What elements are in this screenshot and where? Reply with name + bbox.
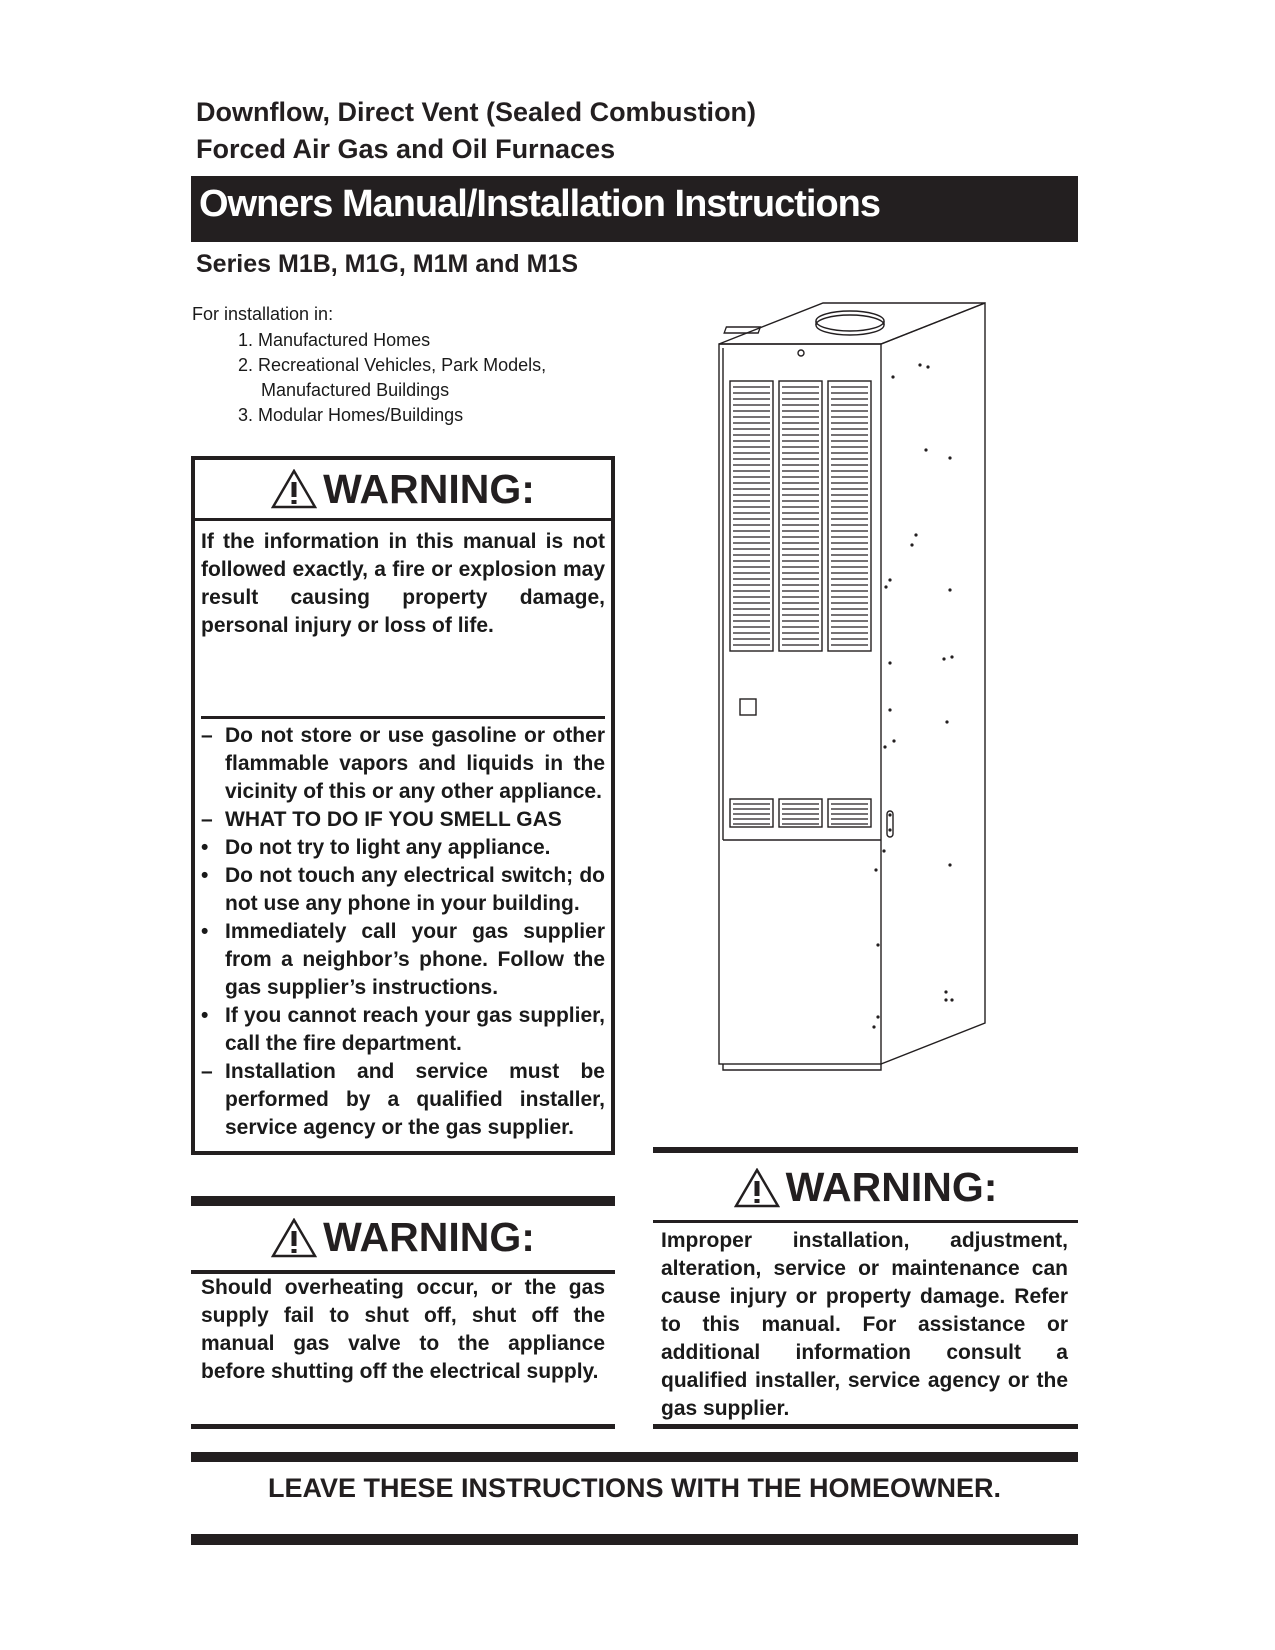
- list-item: 3. Modular Homes/Buildings: [238, 405, 464, 425]
- list-item: [201, 834, 605, 862]
- installation-warning-text: Improper installation, adjustment, alteration, service or maintenance can cause injury or property damage. Refer to this manual. For assistance or additional information consult a qualified installer, service agency or the gas supplier.: [661, 1229, 1068, 1420]
- warning-title: WARNING:: [323, 1214, 535, 1260]
- warning-header: [195, 460, 611, 521]
- list-marker: •: [201, 920, 209, 943]
- document-heading: [196, 94, 756, 168]
- list-item-text: Do not try to light any appliance.: [225, 836, 551, 859]
- footer-bottom-rule: [191, 1534, 1078, 1545]
- overheating-warning-text: Should overheating occur, or the gas supply fail to shut off, shut off the manual gas valve to the appliance before shutting off the electrical supply.: [201, 1276, 605, 1383]
- footer-notice: LEAVE THESE INSTRUCTIONS WITH THE HOMEOWNER.: [267, 1473, 1001, 1503]
- series-subtitle: Series M1B, M1G, M1M and M1S: [196, 250, 579, 278]
- list-marker: –: [201, 808, 213, 831]
- installation-list: [238, 328, 546, 428]
- warning-header: [191, 1210, 615, 1265]
- warning-bottom-rule: [653, 1424, 1078, 1429]
- list-item: [201, 1002, 605, 1058]
- list-item-text: Installation and service must be performed by a qualified installer, service agency or the gas supplier.: [225, 1060, 605, 1139]
- list-item-text: Do not touch any electrical switch; do not use any phone in your building.: [225, 864, 605, 915]
- list-item-text: Immediately call your gas supplier from a neighbor’s phone. Follow the gas supplier’s instructions.: [225, 920, 605, 999]
- warning-triangle-icon: [734, 1168, 780, 1208]
- list-item: [201, 1058, 605, 1142]
- list-marker: –: [201, 724, 213, 747]
- warning-lead-text: If the information in this manual is not followed exactly, a fire or explosion may result causing property damage, personal injury or loss of life.: [201, 530, 605, 637]
- list-item-text: WHAT TO DO IF YOU SMELL GAS: [225, 808, 562, 831]
- installation-intro: For installation in:: [192, 304, 334, 324]
- warning-body: [201, 528, 605, 1139]
- warning-top-rule: [653, 1147, 1078, 1153]
- warning-bottom-rule: [191, 1424, 615, 1429]
- list-item: [201, 806, 605, 834]
- list-item: 1. Manufactured Homes: [238, 330, 431, 350]
- warning-divider: [653, 1220, 1078, 1223]
- list-item: 2. Recreational Vehicles, Park Models,: [238, 355, 547, 375]
- list-marker: •: [201, 836, 209, 859]
- list-marker: •: [201, 864, 209, 887]
- warning-top-rule: [191, 1196, 615, 1206]
- title-bar: [191, 176, 1078, 242]
- warning-list: [201, 722, 605, 1142]
- heading-line-1: Downflow, Direct Vent (Sealed Combustion): [196, 97, 757, 127]
- warning-header: [653, 1160, 1078, 1215]
- warning-title: WARNING:: [323, 465, 535, 512]
- warning-title: WARNING:: [785, 1164, 998, 1210]
- furnace-illustration: [700, 295, 1000, 1075]
- page-title: Owners Manual/Installation Instructions: [199, 183, 880, 225]
- list-marker: –: [201, 1060, 213, 1083]
- list-item-text: If you cannot reach your gas supplier, call the fire department.: [225, 1004, 605, 1055]
- list-marker: •: [201, 1004, 209, 1027]
- warning-triangle-icon: [271, 469, 317, 509]
- warning-triangle-icon: [271, 1218, 317, 1258]
- heading-line-2: Forced Air Gas and Oil Furnaces: [196, 134, 616, 164]
- list-item: [201, 722, 605, 806]
- list-item: [201, 862, 605, 918]
- list-item: Manufactured Buildings: [261, 380, 450, 400]
- warning-divider: [201, 716, 605, 719]
- list-item: [201, 918, 605, 1002]
- footer-top-rule: [191, 1452, 1078, 1462]
- main-warning-box: [191, 456, 615, 1155]
- list-item-text: Do not store or use gasoline or other flammable vapors and liquids in the vicinity of this or any other appliance.: [225, 724, 605, 803]
